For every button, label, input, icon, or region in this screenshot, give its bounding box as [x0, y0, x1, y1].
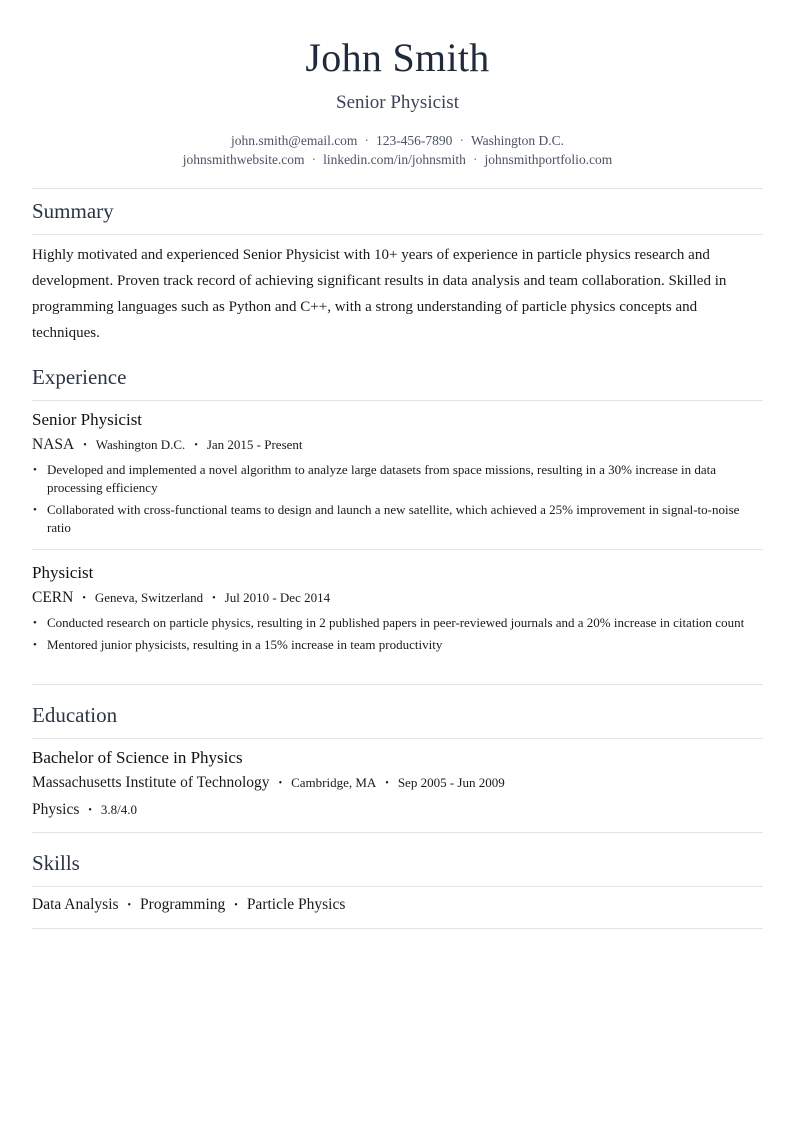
divider — [32, 400, 763, 401]
job-meta — [32, 436, 763, 456]
divider — [32, 832, 763, 833]
contact-location: Washington D.C. — [470, 133, 564, 148]
bullet-marker: • — [33, 464, 37, 476]
school-location: Cambridge, MA — [291, 775, 377, 790]
job-dates: Jul 2010 - Dec 2014 — [224, 590, 331, 605]
bullet-marker: • — [33, 639, 37, 651]
bullet-separator: • — [385, 778, 389, 789]
skill-item: Programming — [140, 896, 226, 913]
bullet-marker: • — [33, 617, 37, 629]
list-item — [32, 614, 763, 632]
list-item — [32, 636, 763, 654]
job-entry — [32, 410, 763, 537]
skill-item: Data Analysis — [32, 896, 119, 913]
experience-heading: Experience — [32, 365, 127, 389]
education-field-line — [32, 801, 763, 821]
education-meta — [32, 774, 763, 794]
divider — [32, 549, 763, 550]
list-item — [32, 501, 763, 537]
job-company: NASA — [32, 436, 75, 453]
divider — [32, 886, 763, 887]
job-location: Washington D.C. — [95, 437, 186, 452]
contact-line-1 — [32, 131, 763, 150]
bullet-separator: • — [234, 900, 238, 911]
job-title: Physicist — [32, 563, 94, 582]
divider — [32, 928, 763, 929]
summary-heading: Summary — [32, 199, 114, 223]
bullet-separator: • — [278, 778, 283, 789]
job-title: Senior Physicist — [32, 410, 143, 429]
bullet-text: Collaborated with cross-functional teams to design and launch a new satellite, which achieved a 25% improvement in signal-to-noise ratio — [47, 502, 740, 535]
bullet-separator: • — [212, 593, 216, 604]
job-bullets — [32, 614, 763, 654]
separator: · — [311, 152, 317, 167]
bullet-separator: • — [83, 440, 87, 451]
separator: · — [472, 152, 478, 167]
bullet-separator: • — [194, 440, 198, 451]
job-location: Geneva, Switzerland — [94, 590, 204, 605]
bullet-marker: • — [33, 504, 37, 516]
divider — [32, 684, 763, 685]
contact-portfolio[interactable]: johnsmithportfolio.com — [484, 152, 613, 167]
bullet-separator: • — [82, 593, 86, 604]
skills-heading: Skills — [32, 851, 80, 875]
education-heading: Education — [32, 703, 118, 727]
divider — [32, 188, 763, 189]
contact-email[interactable]: john.smith@email.com — [231, 133, 358, 148]
job-bullets — [32, 461, 763, 537]
contact-phone[interactable]: 123-456-7890 — [375, 133, 453, 148]
contact-line-2 — [32, 150, 763, 169]
bullet-separator: • — [127, 900, 132, 911]
job-entry — [32, 563, 763, 654]
job-company: CERN — [32, 589, 74, 606]
bullet-text: Mentored junior physicists, resulting in a 15% increase in team productivity — [47, 637, 443, 652]
summary-text: Highly motivated and experienced Senior Physicist with 10+ years of experience in particle physics research and development. Proven track record of achieving significant results in data analysis and team collaboration. Skilled in programming languages such as Python and C++, with a strong understanding of particle physics concepts and techniques. — [32, 247, 727, 341]
bullet-text: Developed and implemented a novel algorithm to analyze large datasets from space missions, resulting in a 30% increase in data processing efficiency — [47, 462, 717, 495]
divider — [32, 234, 763, 235]
job-dates: Jan 2015 - Present — [206, 437, 303, 452]
contact-website[interactable]: johnsmithwebsite.com — [182, 152, 305, 167]
skills-list — [32, 895, 763, 917]
school-name: Massachusetts Institute of Technology — [32, 774, 270, 791]
education-dates: Sep 2005 - Jun 2009 — [397, 775, 505, 790]
resume-page — [32, 0, 763, 913]
divider — [32, 738, 763, 739]
degree-title: Bachelor of Science in Physics — [32, 748, 243, 767]
contact-linkedin[interactable]: linkedin.com/in/johnsmith — [323, 152, 466, 167]
candidate-name: John Smith — [305, 35, 490, 80]
list-item — [32, 461, 763, 497]
gpa: 3.8/4.0 — [100, 802, 138, 817]
candidate-title: Senior Physicist — [336, 92, 459, 113]
bullet-text: Conducted research on particle physics, resulting in 2 published papers in peer-reviewed journals and a 20% increase in citation count — [47, 615, 745, 630]
bullet-separator: • — [88, 805, 92, 816]
job-meta — [32, 589, 763, 609]
field-of-study: Physics — [32, 801, 80, 818]
education-entry — [32, 748, 763, 821]
separator: · — [459, 133, 464, 148]
skill-item: Particle Physics — [246, 896, 346, 913]
resume-header — [32, 0, 763, 169]
separator: · — [364, 133, 369, 148]
